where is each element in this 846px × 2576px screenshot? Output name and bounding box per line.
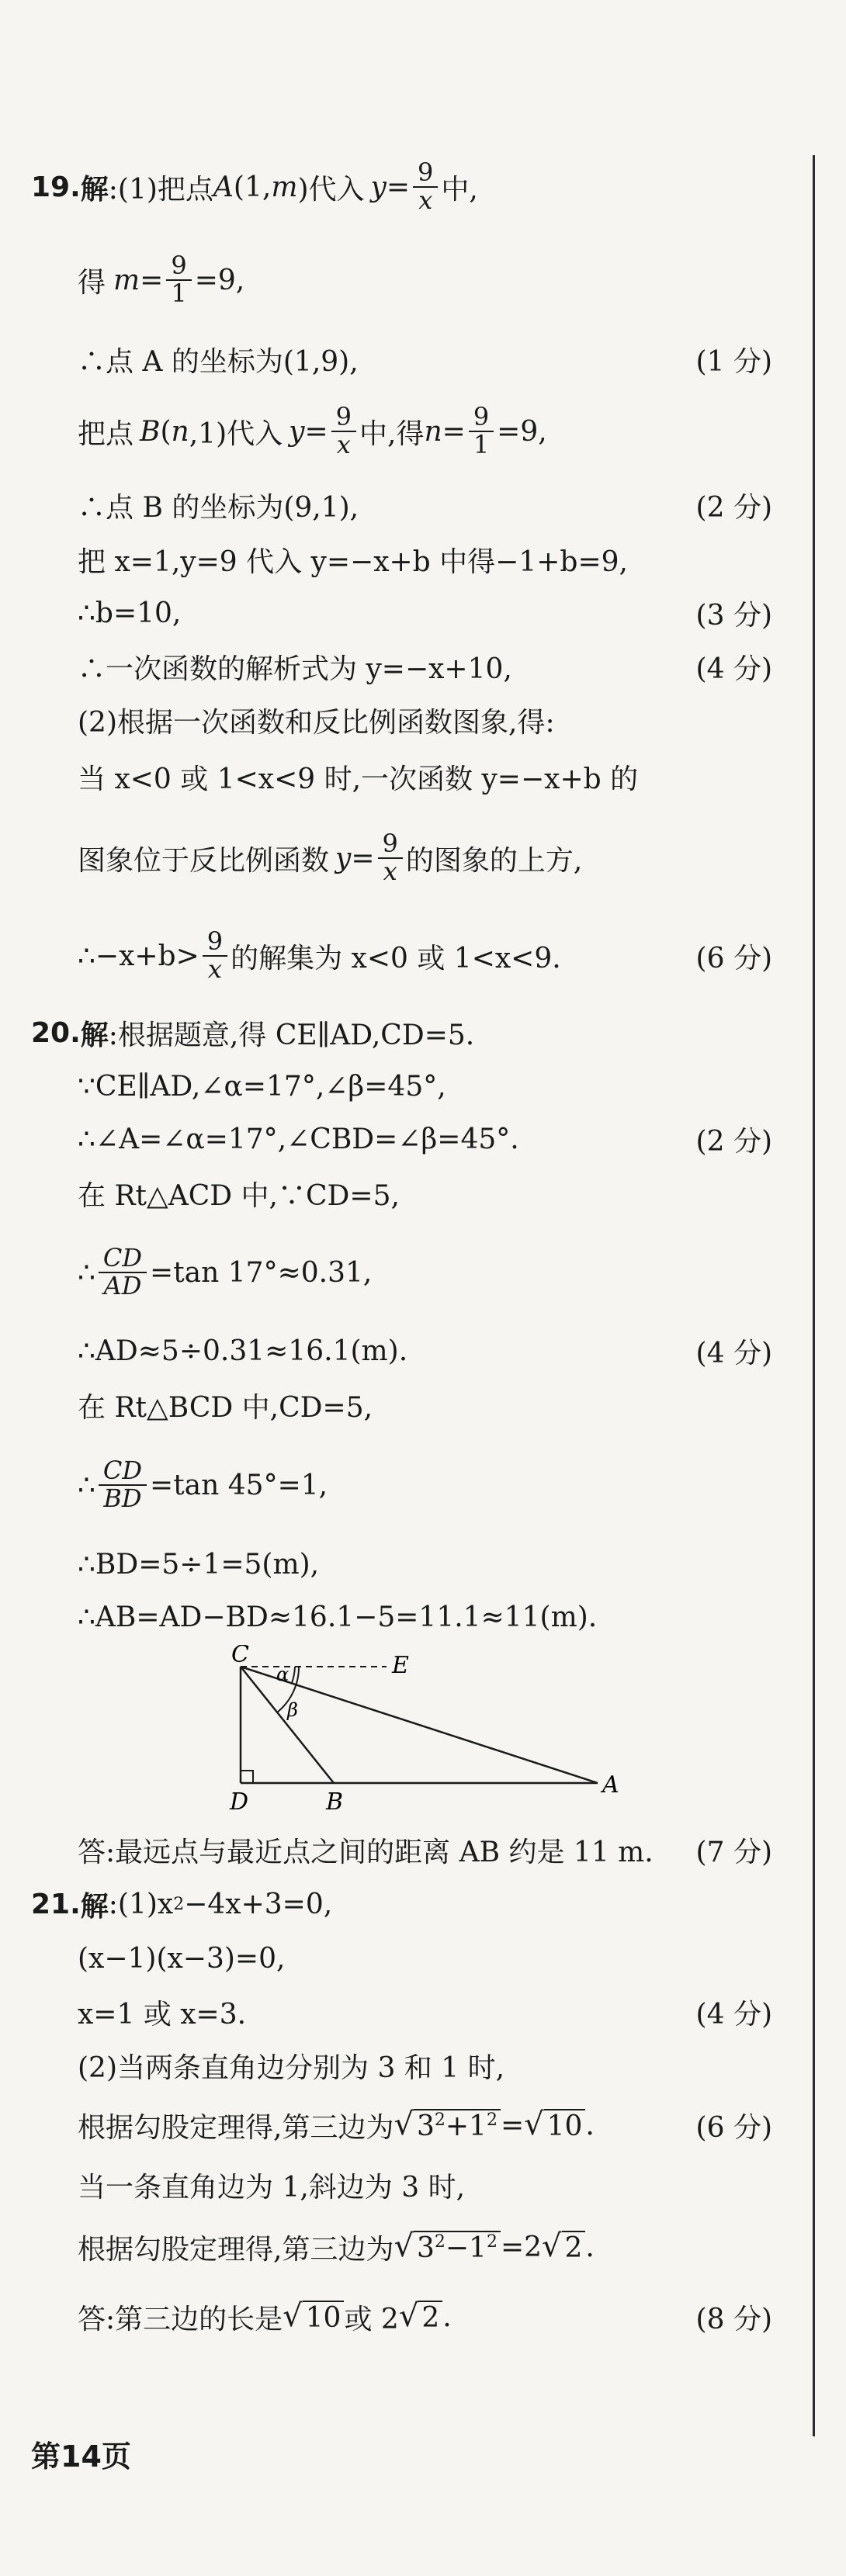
score-mark: (2 分) bbox=[695, 1125, 772, 1158]
q20-text: 答:最远点与最近点之间的距离 AB 约是 11 m. bbox=[78, 1836, 654, 1868]
score-mark: (3 分) bbox=[695, 599, 772, 632]
radicand: 10 bbox=[544, 2109, 586, 2142]
q19-text: 中, bbox=[441, 173, 478, 206]
q19-line-9 bbox=[0, 692, 807, 748]
numerator: 9 bbox=[203, 929, 227, 957]
q19-line-7 bbox=[0, 585, 807, 641]
q19-line-8 bbox=[0, 639, 807, 694]
q21-number: 21. bbox=[31, 1888, 81, 1920]
q19-var: y bbox=[370, 171, 387, 203]
sqrt-expression bbox=[542, 2228, 585, 2264]
q21-text: 根据勾股定理得,第三边为 bbox=[78, 2233, 394, 2266]
q19-text: 把 x=1,y=9 代入 y=−x+b 中得−1+b=9, bbox=[78, 545, 628, 578]
q19-line-10 bbox=[0, 749, 807, 805]
q20-text: ∴AB=AD−BD≈16.1−5=11.1≈11(m). bbox=[78, 1601, 598, 1633]
q21-text: +1 bbox=[445, 2110, 487, 2142]
q21-text: (2)当两条直角边分别为 3 和 1 时, bbox=[78, 2051, 505, 2084]
q19-text: ∴点 B 的坐标为(9,1), bbox=[78, 491, 359, 524]
q20-text: ∴∠A=∠α=17°,∠CBD=∠β=45°. bbox=[78, 1123, 519, 1155]
q20-line-7 bbox=[0, 1377, 807, 1433]
q19-text: ∴一次函数的解析式为 y=−x+10, bbox=[78, 653, 512, 685]
q19-text: (2)根据一次函数和反比例函数图象,得: bbox=[78, 706, 555, 739]
q21-text: −1 bbox=[445, 2231, 487, 2264]
numerator: 9 bbox=[331, 404, 356, 432]
q21-text: (x−1)(x−3)=0, bbox=[78, 1942, 286, 1975]
q21-exponent: 2 bbox=[434, 2110, 446, 2130]
q21-text: . bbox=[442, 2301, 452, 2333]
q21-text: :(1)x bbox=[108, 1888, 174, 1920]
q19-var: B bbox=[140, 415, 161, 448]
q21-text: 答:第三边的长是 bbox=[78, 2303, 283, 2335]
q20-line-3 bbox=[0, 1111, 807, 1167]
q21-line-3 bbox=[0, 1984, 807, 2040]
numerator: CD bbox=[99, 1458, 147, 1486]
q21-text: . bbox=[585, 2231, 595, 2263]
q20-line-10 bbox=[0, 1589, 807, 1645]
radicand: 2 bbox=[418, 2301, 442, 2334]
q21-exponent: 2 bbox=[173, 1894, 185, 1914]
q19-line-2 bbox=[0, 252, 807, 308]
q21-line-7 bbox=[0, 2219, 807, 2275]
denominator: x bbox=[207, 954, 222, 984]
q19-line-3 bbox=[0, 331, 807, 387]
numerator: 9 bbox=[469, 404, 494, 432]
denominator: x bbox=[336, 430, 351, 459]
q21-text: . bbox=[585, 2109, 595, 2141]
q20-text: =tan 45°=1, bbox=[150, 1469, 328, 1501]
q21-text: = bbox=[500, 2109, 525, 2141]
q19-text: 得 bbox=[78, 266, 106, 299]
q21-exponent: 2 bbox=[434, 2231, 446, 2252]
numerator: 9 bbox=[166, 253, 191, 281]
q19-line-4 bbox=[0, 403, 807, 459]
q20-line-2 bbox=[0, 1058, 807, 1114]
q19-number: 19. bbox=[31, 171, 81, 203]
score-mark: (4 分) bbox=[695, 653, 772, 685]
score-mark: (6 分) bbox=[695, 2111, 772, 2144]
radicand bbox=[414, 2109, 501, 2142]
q19-fraction bbox=[413, 160, 438, 213]
q20-line-1 bbox=[0, 1005, 807, 1061]
label-beta: β bbox=[287, 1699, 298, 1721]
q19-line-11 bbox=[0, 830, 807, 886]
radicand bbox=[414, 2231, 501, 2264]
right-angle-mark bbox=[241, 1771, 253, 1783]
q21-line-5 bbox=[0, 2097, 807, 2153]
sqrt-expression bbox=[398, 2297, 442, 2334]
q20-number: 20. bbox=[31, 1016, 81, 1049]
q21-text: =2 bbox=[500, 2231, 543, 2263]
denominator: 1 bbox=[171, 279, 187, 308]
score-mark: (7 分) bbox=[695, 1836, 772, 1868]
q20-text: :根据题意,得 CE∥AD,CD=5. bbox=[108, 1019, 475, 1051]
q19-text: ∴点 A 的坐标为(1,9), bbox=[78, 345, 359, 378]
radical-sign: √ bbox=[283, 2297, 303, 2334]
q19-text: 图象位于反比例函数 bbox=[78, 844, 330, 877]
q19-text: 当 x<0 或 1<x<9 时,一次函数 y=−x+b 的 bbox=[78, 763, 639, 795]
q19-text: 中,得 bbox=[359, 417, 425, 450]
q20-line-6 bbox=[0, 1323, 807, 1379]
q19-var: n bbox=[171, 415, 189, 448]
q21-text: 3 bbox=[416, 2110, 435, 2142]
radicand: 10 bbox=[303, 2301, 345, 2334]
q19-text: (1, bbox=[233, 171, 272, 203]
q19-text: =9, bbox=[194, 264, 245, 296]
q21-exponent: 2 bbox=[486, 2231, 498, 2252]
q19-text: ( bbox=[160, 415, 172, 448]
q19-text: = bbox=[304, 415, 328, 448]
q19-text: )代入 bbox=[297, 173, 365, 206]
q19-var: y bbox=[289, 415, 305, 448]
q20-text: =tan 17°≈0.31, bbox=[150, 1256, 373, 1289]
score-mark: (8 分) bbox=[695, 2303, 772, 2335]
q21-text: 当一条直角边为 1,斜边为 3 时, bbox=[78, 2171, 466, 2204]
q19-var: n bbox=[424, 415, 442, 448]
angle-alpha-arc bbox=[292, 1667, 295, 1683]
q20-text: ∴BD=5÷1=5(m), bbox=[78, 1548, 320, 1581]
sqrt-expression bbox=[524, 2106, 585, 2142]
q20-text: 在 Rt△BCD 中,CD=5, bbox=[78, 1391, 373, 1424]
q19-solution-label: 解 bbox=[80, 172, 109, 206]
denominator: x bbox=[383, 857, 397, 886]
q19-text: = bbox=[442, 415, 466, 448]
score-mark: (6 分) bbox=[695, 942, 772, 975]
q21-line-8 bbox=[0, 2289, 807, 2345]
numerator: CD bbox=[99, 1245, 147, 1273]
score-mark: (4 分) bbox=[695, 1998, 772, 2031]
denominator: 1 bbox=[473, 430, 490, 459]
q19-var: A bbox=[213, 171, 234, 203]
radical-sign: √ bbox=[394, 2106, 414, 2142]
numerator: 9 bbox=[413, 160, 438, 188]
segment-ca bbox=[241, 1667, 598, 1783]
q21-text: −4x+3=0, bbox=[184, 1888, 333, 1920]
q21-text: 根据勾股定理得,第三边为 bbox=[78, 2111, 394, 2144]
q20-line-8 bbox=[0, 1457, 807, 1513]
q19-fraction bbox=[203, 926, 227, 984]
q19-text: :(1)把点 bbox=[108, 173, 213, 206]
q19-line-12 bbox=[0, 928, 807, 984]
q19-fraction bbox=[378, 831, 403, 885]
q21-text: 或 2 bbox=[344, 2303, 399, 2335]
q19-text: 把点 bbox=[78, 417, 134, 450]
q20-text: ∵CE∥AD,∠α=17°,∠β=45°, bbox=[78, 1070, 446, 1103]
q19-text: = bbox=[351, 842, 375, 874]
label-c: C bbox=[231, 1645, 249, 1668]
right-margin-rule bbox=[813, 155, 815, 2436]
q19-text: = bbox=[386, 171, 411, 203]
sqrt-expression bbox=[394, 2106, 500, 2142]
q21-text: 3 bbox=[416, 2231, 435, 2264]
radicand: 2 bbox=[562, 2231, 586, 2264]
label-b: B bbox=[326, 1788, 344, 1816]
q19-text: =9, bbox=[497, 415, 547, 448]
score-mark: (4 分) bbox=[695, 1337, 772, 1369]
q19-text: = bbox=[140, 264, 164, 296]
q20-fraction bbox=[99, 1245, 147, 1299]
q21-text: x=1 或 x=3. bbox=[78, 1998, 247, 2031]
q20-text: ∴ bbox=[78, 1256, 95, 1289]
q19-line-1 bbox=[0, 159, 807, 215]
label-e: E bbox=[392, 1652, 409, 1679]
sqrt-expression bbox=[283, 2297, 344, 2334]
q21-line-1 bbox=[0, 1876, 807, 1932]
q19-var: m bbox=[113, 264, 140, 296]
q20-figure bbox=[225, 1645, 629, 1816]
q20-text: ∴AD≈5÷0.31≈16.1(m). bbox=[78, 1335, 408, 1367]
denominator: AD bbox=[103, 1271, 142, 1300]
label-alpha: α bbox=[276, 1664, 290, 1685]
radical-sign: √ bbox=[398, 2297, 419, 2334]
q20-solution-label: 解 bbox=[80, 1018, 109, 1051]
q20-text: 在 Rt△ACD 中,∵CD=5, bbox=[78, 1179, 400, 1212]
score-mark: (2 分) bbox=[695, 491, 772, 524]
q19-fraction bbox=[331, 404, 356, 458]
q19-text: ,1)代入 bbox=[189, 417, 283, 450]
radical-sign: √ bbox=[394, 2228, 414, 2264]
q20-line-9 bbox=[0, 1536, 807, 1592]
denominator: x bbox=[418, 185, 433, 215]
label-a: A bbox=[602, 1771, 619, 1799]
q20-line-4 bbox=[0, 1165, 807, 1221]
q20-line-5 bbox=[0, 1245, 807, 1300]
q20-text: ∴ bbox=[78, 1469, 95, 1501]
q21-line-4 bbox=[0, 2038, 807, 2093]
q19-var: m bbox=[271, 171, 298, 203]
q19-text: ∴−x+b> bbox=[78, 940, 199, 972]
page-number: 第14页 bbox=[31, 2439, 131, 2474]
q19-fraction bbox=[469, 404, 494, 458]
denominator: BD bbox=[103, 1484, 142, 1513]
q21-exponent: 2 bbox=[486, 2110, 498, 2130]
label-d: D bbox=[230, 1788, 249, 1816]
q19-fraction bbox=[166, 253, 191, 306]
q19-text: 的图象的上方, bbox=[405, 844, 583, 877]
q21-solution-label: 解 bbox=[80, 1889, 109, 1923]
q19-line-6 bbox=[0, 531, 807, 587]
q21-line-6 bbox=[0, 2157, 807, 2213]
score-mark: (1 分) bbox=[695, 345, 772, 378]
numerator: 9 bbox=[378, 831, 403, 859]
q19-var: y bbox=[335, 842, 352, 874]
q19-text: ∴b=10, bbox=[78, 597, 182, 629]
q20-fraction bbox=[99, 1458, 147, 1511]
q19-line-5 bbox=[0, 477, 807, 533]
q20-line-11 bbox=[0, 1822, 807, 1878]
q19-text: 的解集为 x<0 或 1<x<9. bbox=[231, 942, 561, 975]
sqrt-expression bbox=[394, 2228, 500, 2264]
radical-sign: √ bbox=[542, 2228, 562, 2264]
radical-sign: √ bbox=[524, 2106, 544, 2142]
q21-line-2 bbox=[0, 1930, 807, 1986]
